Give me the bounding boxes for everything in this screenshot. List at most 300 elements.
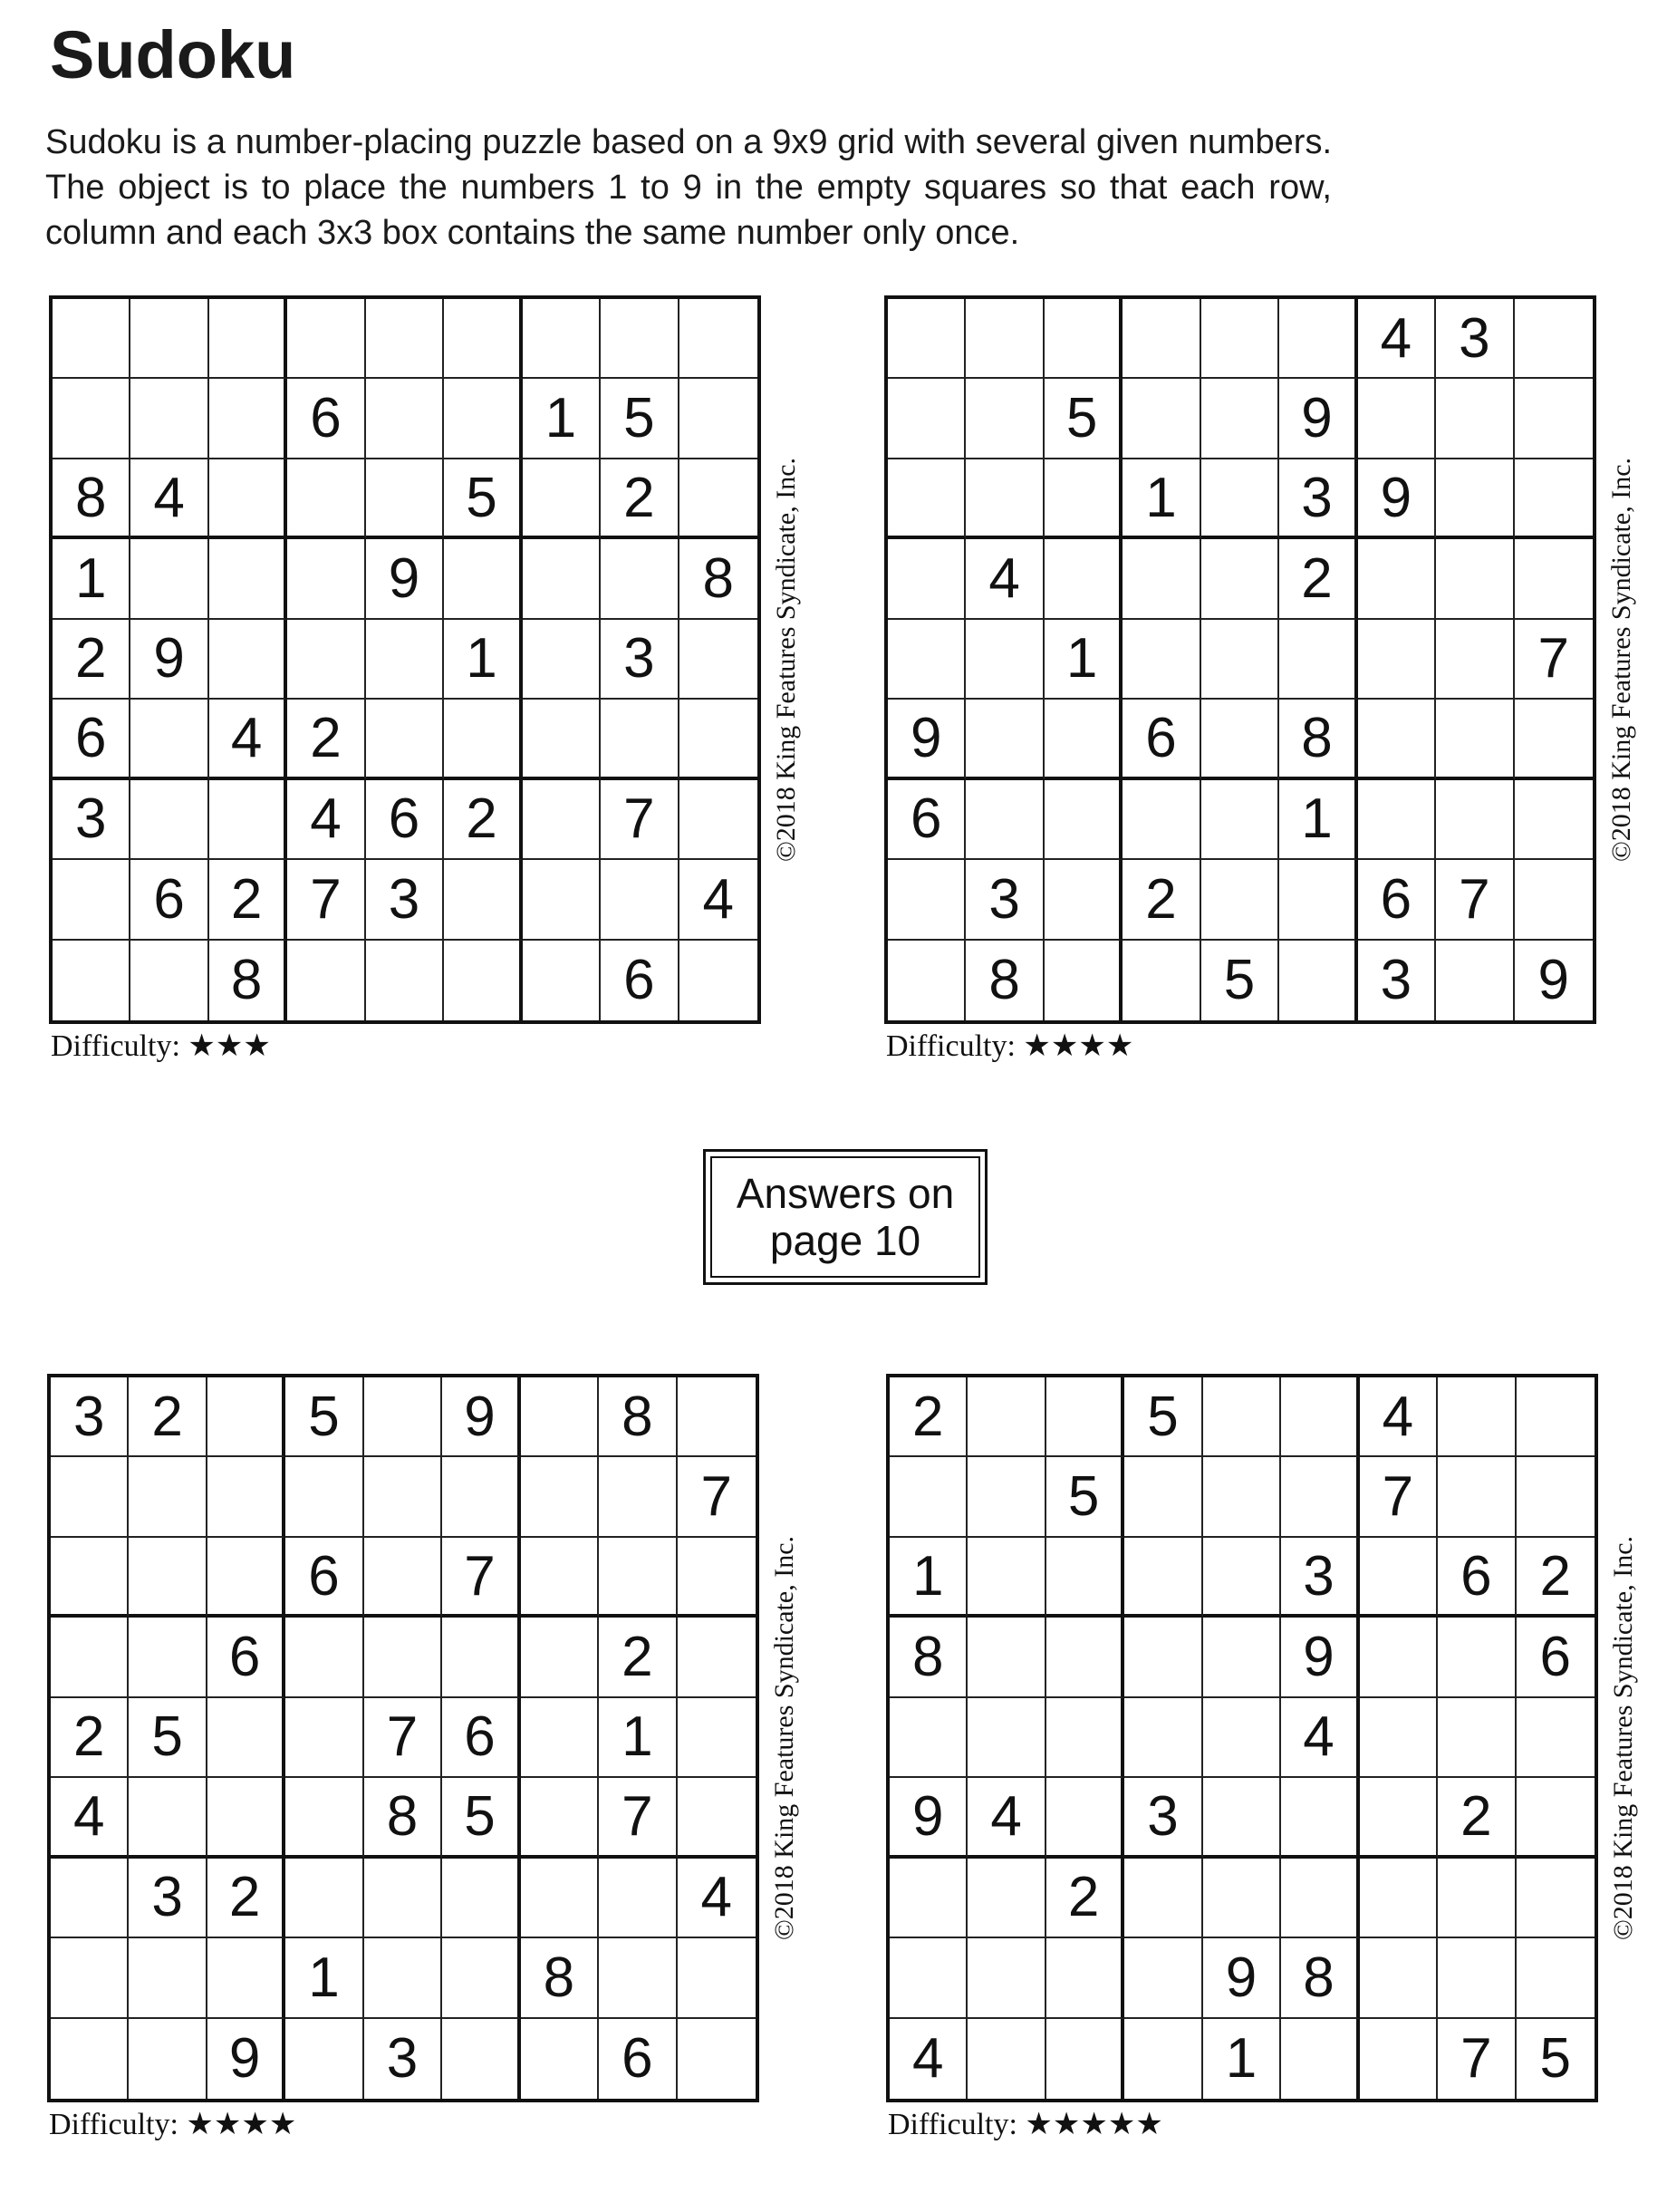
empty-cell[interactable] bbox=[285, 1698, 363, 1778]
empty-cell[interactable] bbox=[1517, 1377, 1595, 1457]
given-cell: 5 bbox=[1046, 1457, 1124, 1537]
empty-cell[interactable] bbox=[1438, 1618, 1516, 1697]
empty-cell[interactable] bbox=[444, 941, 522, 1020]
empty-cell[interactable] bbox=[442, 1859, 520, 1938]
empty-cell[interactable] bbox=[51, 1938, 129, 2018]
empty-cell[interactable] bbox=[1279, 620, 1357, 700]
empty-cell[interactable] bbox=[523, 941, 601, 1020]
empty-cell[interactable] bbox=[1438, 1698, 1516, 1778]
difficulty-rating: Difficulty: ★★★ bbox=[51, 1029, 271, 1063]
empty-cell[interactable] bbox=[1046, 1538, 1124, 1618]
empty-cell[interactable] bbox=[1045, 860, 1123, 940]
empty-cell[interactable] bbox=[1358, 539, 1436, 619]
empty-cell[interactable] bbox=[523, 539, 601, 619]
empty-cell[interactable] bbox=[521, 1778, 599, 1858]
empty-cell[interactable] bbox=[207, 1698, 285, 1778]
answers-notice-inner bbox=[710, 1156, 980, 1278]
empty-cell[interactable] bbox=[966, 459, 1044, 539]
empty-cell[interactable] bbox=[521, 1457, 599, 1537]
empty-cell[interactable] bbox=[51, 2019, 129, 2099]
sudoku-grid bbox=[47, 1374, 759, 2102]
empty-cell[interactable] bbox=[1436, 539, 1514, 619]
empty-cell[interactable] bbox=[1046, 1698, 1124, 1778]
empty-cell[interactable] bbox=[366, 459, 444, 539]
empty-cell[interactable] bbox=[1515, 860, 1593, 940]
given-cell: 2 bbox=[890, 1377, 968, 1457]
empty-cell[interactable] bbox=[209, 379, 287, 459]
empty-cell[interactable] bbox=[130, 379, 208, 459]
empty-cell[interactable] bbox=[1201, 539, 1279, 619]
empty-cell[interactable] bbox=[1517, 1698, 1595, 1778]
empty-cell[interactable] bbox=[599, 1538, 677, 1618]
empty-cell[interactable] bbox=[523, 860, 601, 940]
empty-cell[interactable] bbox=[364, 1377, 442, 1457]
empty-cell[interactable] bbox=[364, 1457, 442, 1537]
empty-cell[interactable] bbox=[968, 1698, 1045, 1778]
copyright-text: ©2018 King Features Syndicate, Inc. bbox=[1606, 457, 1636, 863]
given-cell: 8 bbox=[890, 1618, 968, 1697]
empty-cell[interactable] bbox=[1517, 1457, 1595, 1537]
empty-cell[interactable] bbox=[129, 1457, 207, 1537]
given-cell: 7 bbox=[599, 1778, 677, 1858]
given-cell: 6 bbox=[888, 780, 966, 860]
empty-cell[interactable] bbox=[678, 2019, 756, 2099]
empty-cell[interactable] bbox=[1124, 1618, 1202, 1697]
empty-cell[interactable] bbox=[521, 1618, 599, 1697]
given-cell: 9 bbox=[1537, 949, 1569, 1012]
empty-cell[interactable] bbox=[1201, 459, 1279, 539]
empty-cell[interactable] bbox=[51, 1538, 129, 1618]
empty-cell[interactable] bbox=[601, 539, 679, 619]
empty-cell[interactable] bbox=[1046, 1778, 1124, 1858]
given-cell: 6 bbox=[1517, 1618, 1595, 1697]
empty-cell[interactable] bbox=[209, 459, 287, 539]
empty-cell[interactable] bbox=[599, 1457, 677, 1537]
empty-cell[interactable] bbox=[966, 299, 1044, 379]
empty-cell[interactable] bbox=[130, 700, 208, 779]
given-cell: 1 bbox=[53, 539, 130, 619]
given-cell: 2 bbox=[1046, 1859, 1124, 1938]
empty-cell[interactable] bbox=[129, 1538, 207, 1618]
given-cell: 2 bbox=[444, 780, 522, 860]
empty-cell[interactable] bbox=[1201, 780, 1279, 860]
given-cell: 4 bbox=[1281, 1698, 1359, 1778]
empty-cell[interactable] bbox=[678, 1698, 756, 1778]
empty-cell[interactable] bbox=[287, 299, 365, 379]
empty-cell[interactable] bbox=[1046, 2019, 1124, 2099]
sudoku-grid bbox=[886, 1374, 1598, 2102]
empty-cell[interactable] bbox=[1358, 620, 1436, 700]
given-cell: 5 bbox=[442, 1778, 520, 1858]
empty-cell[interactable] bbox=[1515, 299, 1593, 379]
empty-cell[interactable] bbox=[1203, 1698, 1281, 1778]
given-cell: 3 bbox=[1279, 459, 1357, 539]
given-cell: 8 bbox=[599, 1377, 677, 1457]
empty-cell[interactable] bbox=[209, 539, 287, 619]
empty-cell[interactable] bbox=[366, 941, 444, 1020]
empty-cell[interactable] bbox=[1281, 1859, 1359, 1938]
empty-cell[interactable] bbox=[678, 1618, 756, 1697]
empty-cell[interactable] bbox=[285, 1859, 363, 1938]
empty-cell[interactable] bbox=[130, 780, 208, 860]
empty-cell[interactable] bbox=[442, 1938, 520, 2018]
empty-cell[interactable] bbox=[888, 860, 966, 940]
empty-cell[interactable] bbox=[444, 379, 522, 459]
empty-cell[interactable] bbox=[1123, 941, 1200, 1020]
empty-cell[interactable] bbox=[442, 1618, 520, 1697]
empty-cell[interactable] bbox=[1515, 459, 1593, 539]
empty-cell[interactable] bbox=[678, 1938, 756, 2018]
given-cell: 8 bbox=[1281, 1938, 1359, 2018]
empty-cell[interactable] bbox=[1517, 1778, 1595, 1858]
empty-cell[interactable] bbox=[1360, 1698, 1438, 1778]
given-cell: 1 bbox=[523, 379, 601, 459]
empty-cell[interactable] bbox=[53, 941, 130, 1020]
empty-cell[interactable] bbox=[207, 1938, 285, 2018]
empty-cell[interactable] bbox=[444, 539, 522, 619]
empty-cell[interactable] bbox=[523, 780, 601, 860]
given-cell: 7 bbox=[1360, 1457, 1438, 1537]
empty-cell[interactable] bbox=[130, 539, 208, 619]
empty-cell[interactable] bbox=[1203, 1538, 1281, 1618]
empty-cell[interactable] bbox=[129, 1618, 207, 1697]
empty-cell[interactable] bbox=[521, 1538, 599, 1618]
empty-cell[interactable] bbox=[888, 459, 966, 539]
empty-cell[interactable] bbox=[209, 620, 287, 700]
empty-cell[interactable] bbox=[51, 1859, 129, 1938]
empty-cell[interactable] bbox=[1123, 379, 1200, 459]
sudoku-puzzle-4 bbox=[886, 1374, 1638, 2141]
empty-cell[interactable] bbox=[1123, 620, 1200, 700]
empty-cell[interactable] bbox=[679, 299, 757, 379]
empty-cell[interactable] bbox=[678, 1538, 756, 1618]
given-cell: 2 bbox=[1438, 1778, 1516, 1858]
empty-cell[interactable] bbox=[1203, 1859, 1281, 1938]
empty-cell[interactable] bbox=[599, 1938, 677, 2018]
empty-cell[interactable] bbox=[1438, 1457, 1516, 1537]
empty-cell[interactable] bbox=[888, 299, 966, 379]
empty-cell[interactable] bbox=[888, 539, 966, 619]
copyright-text: ©2018 King Features Syndicate, Inc. bbox=[771, 457, 801, 863]
empty-cell[interactable] bbox=[287, 539, 365, 619]
empty-cell[interactable] bbox=[888, 379, 966, 459]
empty-cell[interactable] bbox=[968, 1457, 1045, 1537]
empty-cell[interactable] bbox=[601, 700, 679, 779]
sudoku-puzzle-1 bbox=[49, 295, 801, 1063]
empty-cell[interactable] bbox=[1517, 1938, 1595, 2018]
given-cell: 3 bbox=[1124, 1778, 1202, 1858]
empty-cell[interactable] bbox=[1124, 1698, 1202, 1778]
empty-cell[interactable] bbox=[890, 1938, 968, 2018]
empty-cell[interactable] bbox=[1124, 2019, 1202, 2099]
empty-cell[interactable] bbox=[968, 2019, 1045, 2099]
empty-cell[interactable] bbox=[1203, 1457, 1281, 1537]
empty-cell[interactable] bbox=[53, 860, 130, 940]
empty-cell[interactable] bbox=[521, 1698, 599, 1778]
sudoku-puzzle-3 bbox=[47, 1374, 799, 2141]
empty-cell[interactable] bbox=[1123, 539, 1200, 619]
empty-cell[interactable] bbox=[1438, 1377, 1516, 1457]
empty-cell[interactable] bbox=[1517, 1859, 1595, 1938]
empty-cell[interactable] bbox=[53, 379, 130, 459]
given-cell: 8 bbox=[53, 459, 130, 539]
empty-cell[interactable] bbox=[968, 1538, 1045, 1618]
empty-cell[interactable] bbox=[130, 299, 208, 379]
empty-cell[interactable] bbox=[1436, 459, 1514, 539]
empty-cell[interactable] bbox=[679, 700, 757, 779]
empty-cell[interactable] bbox=[1124, 1538, 1202, 1618]
given-cell: 8 bbox=[679, 539, 757, 619]
empty-cell[interactable] bbox=[1515, 379, 1593, 459]
empty-cell[interactable] bbox=[285, 1618, 363, 1697]
given-cell: 2 bbox=[1517, 1538, 1595, 1618]
given-cell: 6 bbox=[1358, 860, 1436, 940]
empty-cell[interactable] bbox=[678, 1377, 756, 1457]
empty-cell[interactable] bbox=[1360, 1538, 1438, 1618]
empty-cell[interactable] bbox=[679, 620, 757, 700]
empty-cell[interactable] bbox=[888, 620, 966, 700]
empty-cell[interactable] bbox=[442, 1457, 520, 1537]
given-cell: 8 bbox=[1279, 700, 1357, 779]
empty-cell[interactable] bbox=[1436, 941, 1514, 1020]
empty-cell[interactable] bbox=[1436, 700, 1514, 779]
empty-cell[interactable] bbox=[1045, 700, 1123, 779]
empty-cell[interactable] bbox=[444, 700, 522, 779]
empty-cell[interactable] bbox=[1045, 941, 1123, 1020]
empty-cell[interactable] bbox=[442, 2019, 520, 2099]
empty-cell[interactable] bbox=[1515, 539, 1593, 619]
empty-cell[interactable] bbox=[679, 941, 757, 1020]
empty-cell[interactable] bbox=[1201, 620, 1279, 700]
given-cell: 9 bbox=[207, 2019, 285, 2099]
empty-cell[interactable] bbox=[1046, 1377, 1124, 1457]
empty-cell[interactable] bbox=[1046, 1618, 1124, 1697]
empty-cell[interactable] bbox=[207, 1377, 285, 1457]
empty-cell[interactable] bbox=[1360, 1938, 1438, 2018]
given-cell: 9 bbox=[1358, 459, 1436, 539]
empty-cell[interactable] bbox=[287, 941, 365, 1020]
empty-cell[interactable] bbox=[1281, 1457, 1359, 1537]
empty-cell[interactable] bbox=[364, 1859, 442, 1938]
empty-cell[interactable] bbox=[207, 1538, 285, 1618]
empty-cell[interactable] bbox=[521, 1377, 599, 1457]
empty-cell[interactable] bbox=[1046, 1938, 1124, 2018]
empty-cell[interactable] bbox=[444, 860, 522, 940]
copyright-notice bbox=[768, 295, 805, 1024]
given-cell: 7 bbox=[364, 1698, 442, 1778]
empty-cell[interactable] bbox=[890, 1859, 968, 1938]
empty-cell[interactable] bbox=[1281, 1377, 1359, 1457]
empty-cell[interactable] bbox=[599, 1859, 677, 1938]
empty-cell[interactable] bbox=[1203, 1778, 1281, 1858]
difficulty-rating: Difficulty: ★★★★ bbox=[886, 1029, 1134, 1063]
empty-cell[interactable] bbox=[364, 1938, 442, 2018]
given-cell: 4 bbox=[966, 539, 1044, 619]
empty-cell[interactable] bbox=[1201, 700, 1279, 779]
empty-cell[interactable] bbox=[130, 941, 208, 1020]
empty-cell[interactable] bbox=[888, 941, 966, 1020]
empty-cell[interactable] bbox=[364, 1538, 442, 1618]
empty-cell[interactable] bbox=[209, 299, 287, 379]
empty-cell[interactable] bbox=[1123, 299, 1200, 379]
empty-cell[interactable] bbox=[207, 1778, 285, 1858]
empty-cell[interactable] bbox=[366, 620, 444, 700]
given-cell: 5 bbox=[129, 1698, 207, 1778]
empty-cell[interactable] bbox=[51, 1618, 129, 1697]
copyright-notice bbox=[766, 1374, 803, 2102]
empty-cell[interactable] bbox=[1203, 1377, 1281, 1457]
empty-cell[interactable] bbox=[679, 379, 757, 459]
empty-cell[interactable] bbox=[1279, 299, 1357, 379]
empty-cell[interactable] bbox=[1279, 860, 1357, 940]
empty-cell[interactable] bbox=[1045, 459, 1123, 539]
empty-cell[interactable] bbox=[129, 1778, 207, 1858]
empty-cell[interactable] bbox=[523, 459, 601, 539]
empty-cell[interactable] bbox=[1045, 780, 1123, 860]
empty-cell[interactable] bbox=[287, 620, 365, 700]
empty-cell[interactable] bbox=[966, 700, 1044, 779]
given-cell: 6 bbox=[207, 1618, 285, 1697]
empty-cell[interactable] bbox=[444, 299, 522, 379]
empty-cell[interactable] bbox=[890, 1698, 968, 1778]
empty-cell[interactable] bbox=[678, 1778, 756, 1858]
empty-cell[interactable] bbox=[968, 1618, 1045, 1697]
empty-cell[interactable] bbox=[968, 1938, 1045, 2018]
empty-cell[interactable] bbox=[285, 1457, 363, 1537]
empty-cell[interactable] bbox=[601, 860, 679, 940]
empty-cell[interactable] bbox=[890, 1457, 968, 1537]
given-cell: 2 bbox=[207, 1859, 285, 1938]
empty-cell[interactable] bbox=[1281, 2019, 1359, 2099]
given-cell: 9 bbox=[1203, 1938, 1281, 2018]
empty-cell[interactable] bbox=[1123, 780, 1200, 860]
given-cell: 1 bbox=[1123, 459, 1200, 539]
given-cell: 6 bbox=[287, 379, 365, 459]
empty-cell[interactable] bbox=[207, 1457, 285, 1537]
given-cell: 6 bbox=[285, 1538, 363, 1618]
empty-cell[interactable] bbox=[1203, 1618, 1281, 1697]
given-cell: 5 bbox=[1539, 2027, 1571, 2091]
empty-cell[interactable] bbox=[1360, 2019, 1438, 2099]
copyright-text: ©2018 King Features Syndicate, Inc. bbox=[769, 1535, 799, 1941]
given-cell: 7 bbox=[1436, 860, 1514, 940]
empty-cell[interactable] bbox=[1436, 620, 1514, 700]
empty-cell[interactable] bbox=[1436, 780, 1514, 860]
empty-cell[interactable] bbox=[129, 1938, 207, 2018]
empty-cell[interactable] bbox=[966, 780, 1044, 860]
given-cell: 3 bbox=[1281, 1538, 1359, 1618]
empty-cell[interactable] bbox=[1515, 780, 1593, 860]
empty-cell[interactable] bbox=[366, 299, 444, 379]
empty-cell[interactable] bbox=[1358, 780, 1436, 860]
answers-notice bbox=[703, 1149, 988, 1285]
empty-cell[interactable] bbox=[521, 2019, 599, 2099]
empty-cell[interactable] bbox=[1124, 1859, 1202, 1938]
empty-cell[interactable] bbox=[523, 700, 601, 779]
empty-cell[interactable] bbox=[285, 1778, 363, 1858]
given-cell: 9 bbox=[1279, 379, 1357, 459]
empty-cell[interactable] bbox=[966, 620, 1044, 700]
empty-cell[interactable] bbox=[129, 2019, 207, 2099]
given-cell: 3 bbox=[1358, 941, 1436, 1020]
empty-cell[interactable] bbox=[1281, 1778, 1359, 1858]
empty-cell[interactable] bbox=[364, 1618, 442, 1697]
instructions-text: Sudoku is a number-placing puzzle based on a 9x9 grid with several given numbers. The object is to place the numbers 1 to 9 in the empty squares so that each row, column and each 3x3 box contains the same number only once. bbox=[45, 123, 1332, 252]
empty-cell[interactable] bbox=[1360, 1618, 1438, 1697]
empty-cell[interactable] bbox=[1360, 1778, 1438, 1858]
given-cell: 1 bbox=[599, 1698, 677, 1778]
empty-cell[interactable] bbox=[53, 299, 130, 379]
given-cell: 4 bbox=[968, 1778, 1045, 1858]
given-cell: 8 bbox=[521, 1938, 599, 2018]
empty-cell[interactable] bbox=[968, 1377, 1045, 1457]
empty-cell[interactable] bbox=[966, 379, 1044, 459]
empty-cell[interactable] bbox=[1360, 1859, 1438, 1938]
empty-cell[interactable] bbox=[209, 780, 287, 860]
given-cell: 9 bbox=[366, 539, 444, 619]
empty-cell[interactable] bbox=[523, 299, 601, 379]
empty-cell[interactable] bbox=[679, 780, 757, 860]
empty-cell[interactable] bbox=[1124, 1938, 1202, 2018]
empty-cell[interactable] bbox=[1438, 1859, 1516, 1938]
empty-cell[interactable] bbox=[51, 1457, 129, 1537]
given-cell: 4 bbox=[679, 860, 757, 940]
sudoku-grid bbox=[884, 295, 1596, 1024]
empty-cell[interactable] bbox=[1515, 700, 1593, 779]
given-cell: 6 bbox=[1123, 700, 1200, 779]
given-cell: 7 bbox=[1438, 2019, 1516, 2099]
difficulty-rating: Difficulty: ★★★★ bbox=[49, 2108, 297, 2141]
empty-cell[interactable] bbox=[1358, 700, 1436, 779]
given-cell: 7 bbox=[442, 1538, 520, 1618]
empty-cell[interactable] bbox=[1124, 1457, 1202, 1537]
given-cell: 8 bbox=[209, 941, 287, 1020]
given-cell: 7 bbox=[287, 860, 365, 940]
empty-cell[interactable] bbox=[366, 379, 444, 459]
given-cell: 6 bbox=[601, 941, 679, 1020]
empty-cell[interactable] bbox=[1358, 379, 1436, 459]
given-cell: 5 bbox=[1124, 1377, 1202, 1457]
empty-cell[interactable] bbox=[523, 620, 601, 700]
given-cell: 5 bbox=[444, 459, 522, 539]
given-cell: 2 bbox=[129, 1377, 207, 1457]
given-cell: 6 bbox=[366, 780, 444, 860]
copyright-text: ©2018 King Features Syndicate, Inc. bbox=[1608, 1535, 1638, 1941]
empty-cell[interactable] bbox=[1436, 379, 1514, 459]
answers-line-2: page 10 bbox=[769, 1217, 921, 1264]
empty-cell[interactable] bbox=[1201, 299, 1279, 379]
empty-cell[interactable] bbox=[679, 459, 757, 539]
empty-cell[interactable] bbox=[601, 299, 679, 379]
empty-cell[interactable] bbox=[1279, 941, 1357, 1020]
empty-cell[interactable] bbox=[1201, 860, 1279, 940]
given-cell: 5 bbox=[601, 379, 679, 459]
empty-cell[interactable] bbox=[366, 700, 444, 779]
empty-cell[interactable] bbox=[1045, 299, 1123, 379]
empty-cell[interactable] bbox=[285, 2019, 363, 2099]
given-cell: 9 bbox=[442, 1377, 520, 1457]
given-cell: 3 bbox=[129, 1859, 207, 1938]
given-cell: 2 bbox=[599, 1618, 677, 1697]
empty-cell[interactable] bbox=[968, 1859, 1045, 1938]
empty-cell[interactable] bbox=[1201, 379, 1279, 459]
given-cell: 4 bbox=[130, 459, 208, 539]
empty-cell[interactable] bbox=[287, 459, 365, 539]
empty-cell[interactable] bbox=[521, 1859, 599, 1938]
empty-cell[interactable] bbox=[1045, 539, 1123, 619]
given-cell: 2 bbox=[209, 860, 287, 940]
empty-cell[interactable] bbox=[1438, 1938, 1516, 2018]
